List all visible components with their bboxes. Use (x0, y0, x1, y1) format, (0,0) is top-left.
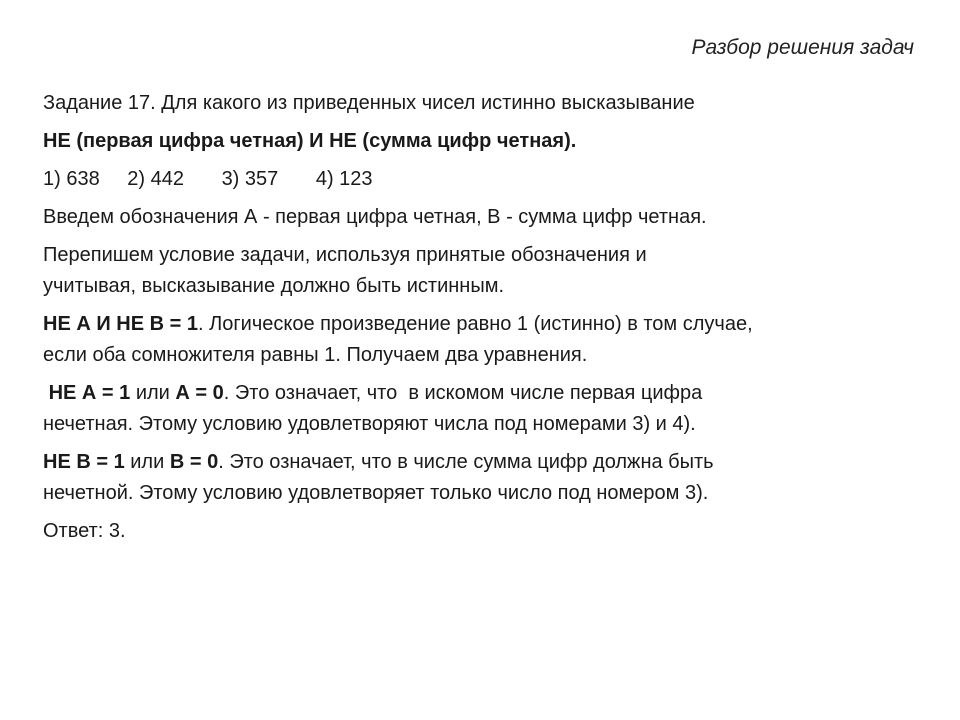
rewrite-line-1: Перепишем условие задачи, используя принятые обозначения и (43, 244, 647, 266)
equation-text-2: если оба сомножителя равны 1. Получаем два уравнения. (43, 344, 588, 366)
equation-a-2: А = 0 (175, 382, 224, 404)
equation-a-or: или (130, 382, 176, 404)
equation-a-1: НЕ А = 1 (48, 382, 131, 404)
task-intro: Задание 17. Для какого из приведенных чисел истинно высказывание (43, 92, 695, 114)
equation-b-or: или (124, 451, 170, 473)
slide-title: Разбор решения задач (691, 36, 914, 59)
answer-text: Ответ: 3. (43, 520, 126, 542)
option-4: 4) 123 (315, 168, 373, 190)
equation-text-1: . Логическое произведение равно 1 (истинно) в том случае, (197, 313, 753, 335)
rewrite-line-2: учитывая, высказывание должно быть истинным. (43, 275, 505, 297)
equation-paragraph (43, 309, 923, 371)
equation-b-text-2: нечетной. Этому условию удовлетворяет только число под номером 3). (43, 482, 709, 504)
equation-b-text-1: . Это означает, что в числе сумма цифр должна быть (218, 451, 714, 473)
notation-text: Введем обозначения А - первая цифра четная, В - сумма цифр четная. (43, 206, 707, 228)
equation-main: НЕ А И НЕ В = 1 (43, 313, 198, 335)
option-1: 1) 638 (43, 168, 100, 190)
equation-a-paragraph (43, 378, 923, 440)
rewrite-text (43, 240, 923, 302)
option-3: 3) 357 (221, 168, 279, 190)
equation-a-text-1: . Это означает, что в искомом числе первая цифра (223, 382, 703, 404)
equation-a-text-2: нечетная. Этому условию удовлетворяют числа под номерами 3) и 4). (43, 413, 696, 435)
slide-content (43, 88, 923, 554)
answer-options (43, 164, 923, 195)
equation-b-1: НЕ В = 1 (43, 451, 125, 473)
task-statement: НЕ (первая цифра четная) И НЕ (сумма цифр четная). (43, 130, 577, 152)
equation-b-2: В = 0 (169, 451, 219, 473)
equation-b-paragraph (43, 447, 923, 509)
option-2: 2) 442 (127, 168, 184, 190)
